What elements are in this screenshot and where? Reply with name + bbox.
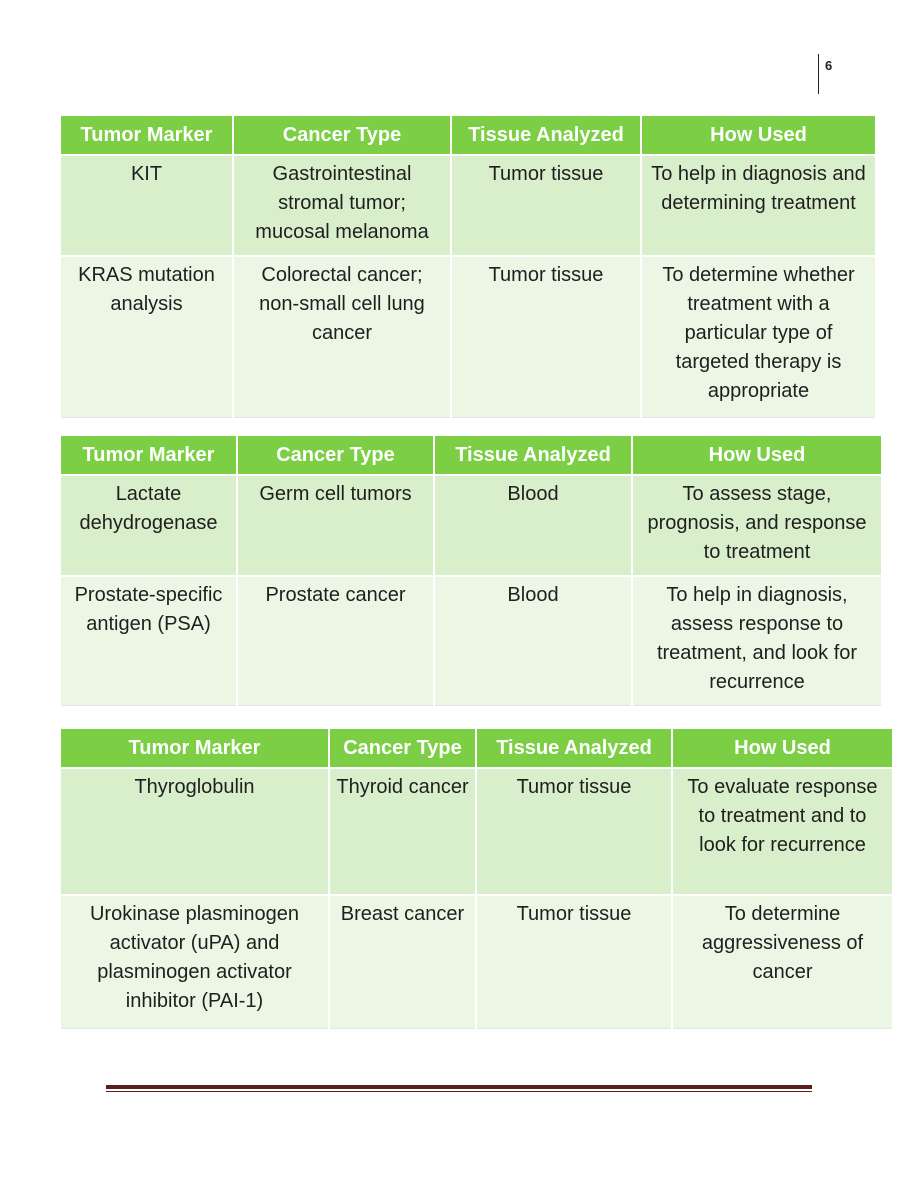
table-header-row xyxy=(61,436,881,475)
page-number: 6 xyxy=(818,54,842,94)
cell-how-used: To assess stage, prognosis, and response to treatment xyxy=(632,475,881,576)
table-row xyxy=(61,768,892,895)
cell-cancer-type: Prostate cancer xyxy=(237,576,434,706)
table-row xyxy=(61,895,892,1028)
cell-tumor-marker: Thyroglobulin xyxy=(61,768,329,895)
table-row xyxy=(61,576,881,706)
cell-how-used: To determine aggressiveness of cancer xyxy=(672,895,892,1028)
header-tumor-marker: Tumor Marker xyxy=(61,116,233,155)
cell-cancer-type: Gastrointestinal stromal tumor; mucosal melanoma xyxy=(233,155,451,256)
cell-tumor-marker: KRAS mutation analysis xyxy=(61,256,233,417)
table-header-row xyxy=(61,116,875,155)
cell-tumor-marker: Lactate dehydrogenase xyxy=(61,475,237,576)
cell-how-used: To help in diagnosis and determining treatment xyxy=(641,155,875,256)
header-how-used: How Used xyxy=(641,116,875,155)
cell-tumor-marker: Prostate-specific antigen (PSA) xyxy=(61,576,237,706)
cell-tumor-marker: KIT xyxy=(61,155,233,256)
cell-cancer-type: Breast cancer xyxy=(329,895,476,1028)
cell-how-used: To determine whether treatment with a particular type of targeted therapy is appropriate xyxy=(641,256,875,417)
header-cancer-type: Cancer Type xyxy=(233,116,451,155)
cell-how-used: To help in diagnosis, assess response to treatment, and look for recurrence xyxy=(632,576,881,706)
cell-cancer-type: Germ cell tumors xyxy=(237,475,434,576)
cell-tissue-analyzed: Tumor tissue xyxy=(476,895,672,1028)
tumor-marker-table-1 xyxy=(61,116,875,418)
cell-tissue-analyzed: Tumor tissue xyxy=(451,155,641,256)
header-tumor-marker: Tumor Marker xyxy=(61,729,329,768)
cell-tumor-marker: Urokinase plasminogen activator (uPA) and plasminogen activator inhibitor (PAI-1) xyxy=(61,895,329,1028)
cell-tissue-analyzed: Tumor tissue xyxy=(476,768,672,895)
table-row xyxy=(61,475,881,576)
header-tissue-analyzed: Tissue Analyzed xyxy=(451,116,641,155)
header-tissue-analyzed: Tissue Analyzed xyxy=(434,436,632,475)
header-tissue-analyzed: Tissue Analyzed xyxy=(476,729,672,768)
header-tumor-marker: Tumor Marker xyxy=(61,436,237,475)
tumor-marker-table-2 xyxy=(61,436,881,706)
header-cancer-type: Cancer Type xyxy=(329,729,476,768)
cell-how-used: To evaluate response to treatment and to look for recurrence xyxy=(672,768,892,895)
cell-cancer-type: Thyroid cancer xyxy=(329,768,476,895)
cell-tissue-analyzed: Blood xyxy=(434,576,632,706)
cell-tissue-analyzed: Tumor tissue xyxy=(451,256,641,417)
table-row xyxy=(61,155,875,256)
header-how-used: How Used xyxy=(632,436,881,475)
tumor-marker-table-3 xyxy=(61,729,892,1029)
table-row xyxy=(61,256,875,417)
cell-cancer-type: Colorectal cancer; non-small cell lung cancer xyxy=(233,256,451,417)
table-header-row xyxy=(61,729,892,768)
header-cancer-type: Cancer Type xyxy=(237,436,434,475)
footer-divider xyxy=(106,1085,812,1092)
header-how-used: How Used xyxy=(672,729,892,768)
cell-tissue-analyzed: Blood xyxy=(434,475,632,576)
